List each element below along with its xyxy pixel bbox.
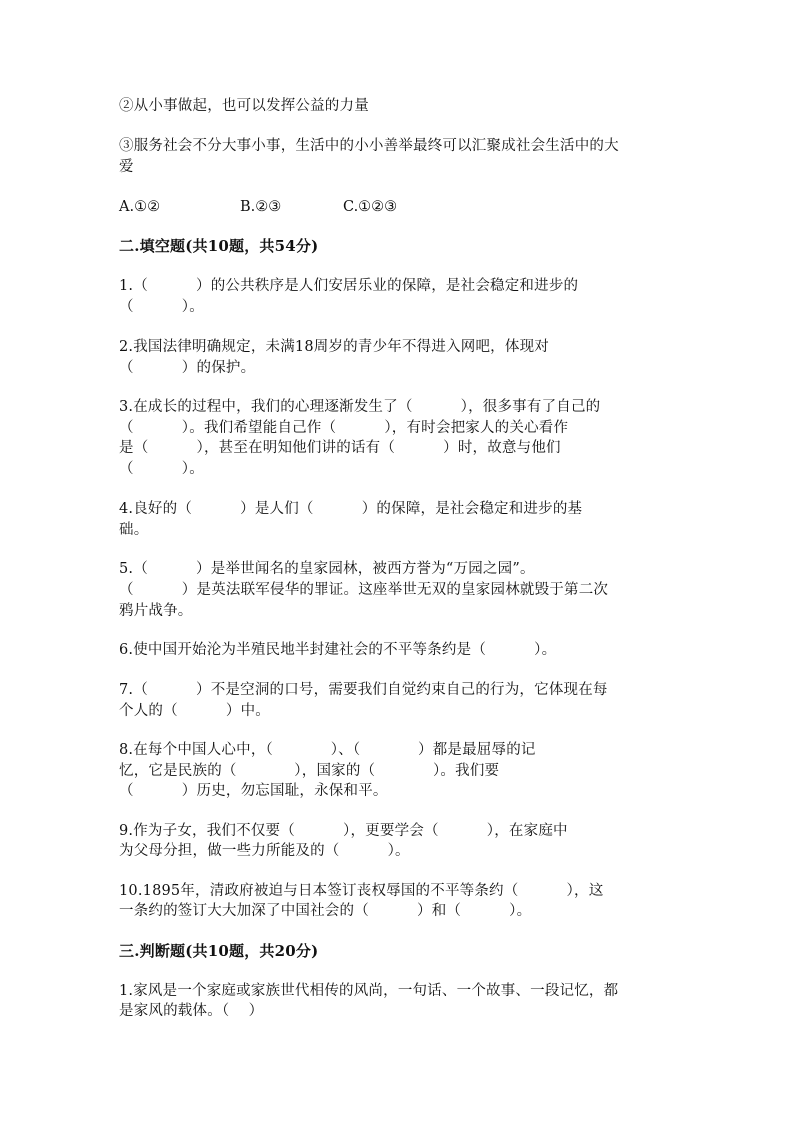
fill-q3-line-4: （ ）。 bbox=[119, 461, 204, 477]
fill-q2-line-1: 2.我国法律明确规定，未满18周岁的青少年不得进入网吧，体现对 bbox=[119, 339, 549, 355]
choice-b: B.②③ bbox=[240, 199, 282, 215]
fill-q8-line-1: 8.在每个中国人心中，（ ）、（ ）都是最屈辱的记 bbox=[119, 742, 536, 758]
option-3-text-line-1: ③服务社会不分大事小事，生活中的小小善举最终可以汇聚成社会生活中的大 bbox=[119, 138, 619, 154]
fill-q5-line-3: 鸦片战争。 bbox=[119, 603, 193, 619]
fill-q1-line-2: （ ）。 bbox=[119, 299, 204, 315]
fill-q2-line-2: （ ）的保护。 bbox=[119, 360, 256, 376]
judge-q1-line-2: 是家风的载体。（ ） bbox=[119, 1003, 264, 1019]
fill-q7-line-1: 7.（ ）不是空洞的口号，需要我们自觉约束自己的行为，它体现在每 bbox=[119, 682, 608, 698]
fill-q4-line-1: 4.良好的（ ）是人们（ ）的保障，是社会稳定和进步的基 bbox=[119, 501, 583, 517]
fill-q1-line-1: 1.（ ）的公共秩序是人们安居乐业的保障，是社会稳定和进步的 bbox=[119, 278, 579, 294]
fill-q5-line-2: （ ）是英法联军侵华的罪证。这座举世无双的皇家园林就毁于第二次 bbox=[119, 582, 609, 598]
option-2-text: ②从小事做起，也可以发挥公益的力量 bbox=[119, 98, 369, 114]
fill-q3-line-3: 是（ ），甚至在明知他们讲的话有（ ）时，故意与他们 bbox=[119, 440, 561, 456]
fill-q8-line-3: （ ）历史，勿忘国耻，永保和平。 bbox=[119, 783, 388, 799]
judge-q1-line-1: 1.家风是一个家庭或家族世代相传的风尚，一句话、一个故事、一段记忆，都 bbox=[119, 983, 619, 999]
option-3-text-line-2: 爱 bbox=[119, 159, 134, 175]
fill-q6-line-1: 6.使中国开始沦为半殖民地半封建社会的不平等条约是（ ）。 bbox=[119, 642, 557, 658]
fill-q3-line-1: 3.在成长的过程中，我们的心理逐渐发生了（ ），很多事有了自己的 bbox=[119, 399, 601, 415]
fill-q8-line-2: 忆，它是民族的（ ），国家的（ ）。我们要 bbox=[119, 763, 500, 779]
choice-a: A.①② bbox=[119, 199, 161, 215]
section-three-heading: 三.判断题(共10题，共20分) bbox=[119, 942, 319, 960]
fill-q7-line-2: 个人的（ ）中。 bbox=[119, 703, 270, 719]
fill-q9-line-2: 为父母分担，做一些力所能及的（ ）。 bbox=[119, 843, 410, 859]
fill-q10-line-2: 一条约的签订大大加深了中国社会的（ ）和（ ）。 bbox=[119, 903, 532, 919]
fill-q5-line-1: 5.（ ）是举世闻名的皇家园林，被西方誉为“万园之园”。 bbox=[119, 561, 535, 577]
fill-q4-line-2: 础。 bbox=[119, 522, 149, 538]
fill-q3-line-2: （ ）。我们希望能自己作（ ），有时会把家人的关心看作 bbox=[119, 420, 569, 436]
fill-q10-line-1: 10.1895年，清政府被迫与日本签订丧权辱国的不平等条约（ ），这 bbox=[119, 883, 604, 899]
fill-q9-line-1: 9.作为子女，我们不仅要（ ），更要学会（ ），在家庭中 bbox=[119, 823, 568, 839]
choice-c: C.①②③ bbox=[343, 199, 398, 215]
section-two-heading: 二.填空题(共10题，共54分) bbox=[119, 237, 319, 255]
